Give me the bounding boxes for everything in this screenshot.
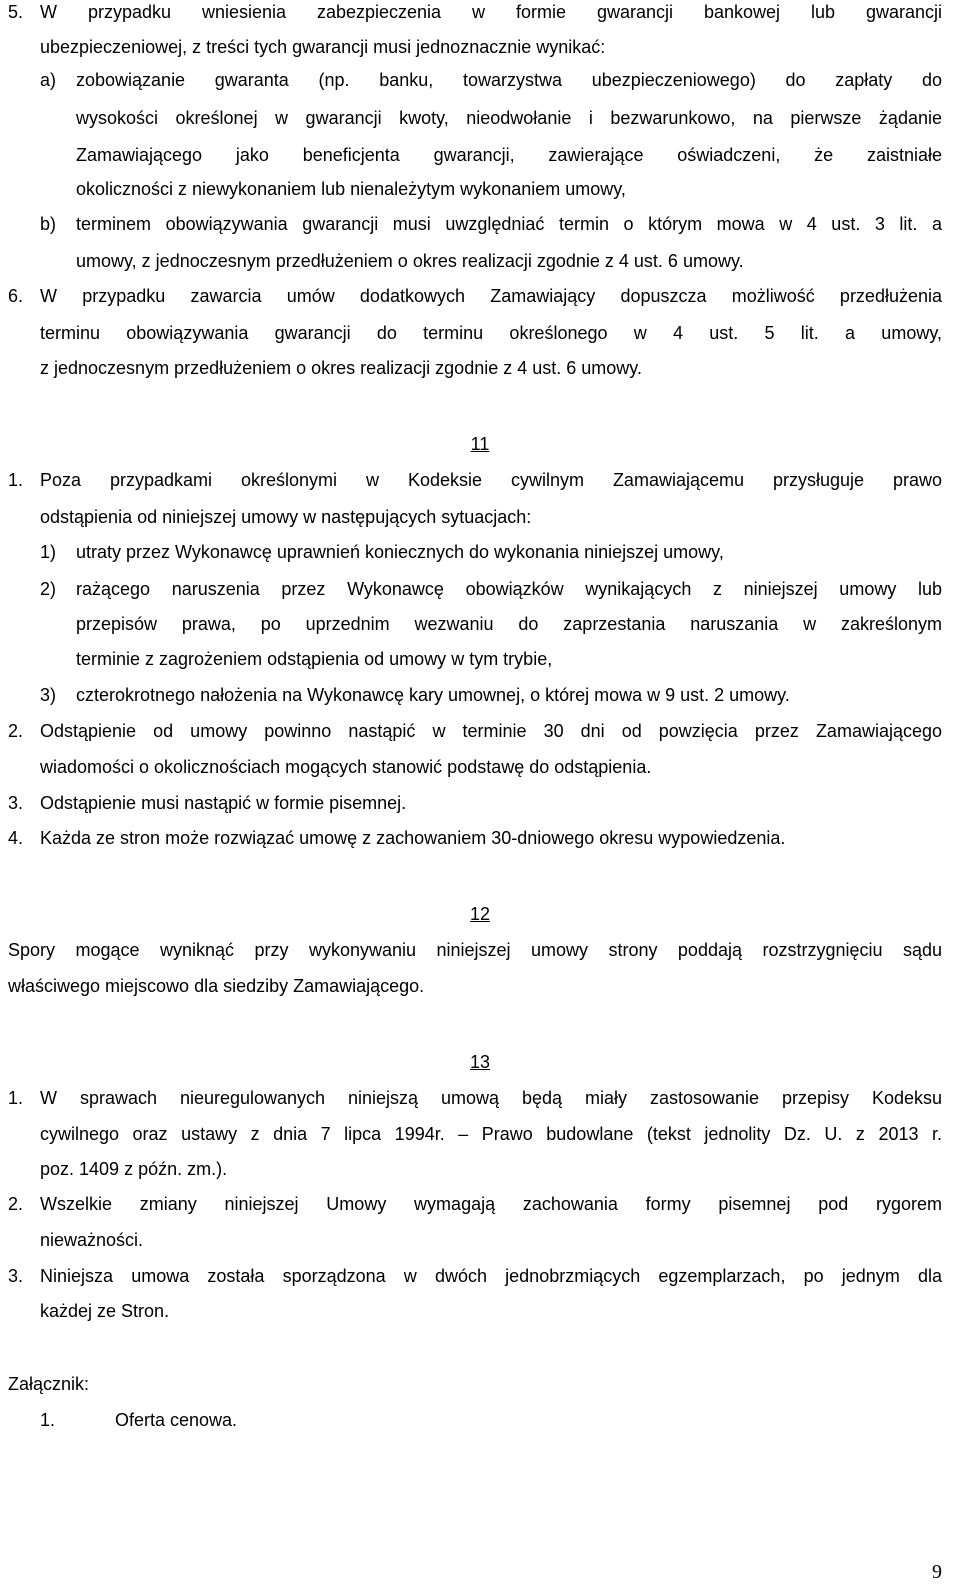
paragraph-number: 2. — [8, 721, 24, 741]
list-item-line: rażącego naruszenia przez Wykonawcę obowiązków wynikających z niniejszej umowy lub — [76, 579, 942, 599]
paragraph-line: W przypadku zawarcia umów dodatkowych Zamawiający dopuszcza możliwość przedłużenia — [40, 286, 942, 306]
paragraph-line: okoliczności z niewykonaniem lub nienależytym wykonaniem umowy, — [76, 179, 626, 199]
list-item-line: czterokrotnego nałożenia na Wykonawcę kary umownej, o której mowa w 9 ust. 2 umowy. — [76, 685, 790, 705]
paragraph-number: 6. — [8, 286, 24, 306]
attachment-item: Oferta cenowa. — [115, 1410, 238, 1430]
paragraph-number: a) — [40, 70, 57, 90]
section-heading — [0, 1050, 960, 1074]
page-number: 9 — [932, 1561, 942, 1583]
paragraph-line: cywilnego oraz ustawy z dnia 7 lipca 1994r. – Prawo budowlane (tekst jednolity Dz. U. z 2013 r. — [40, 1124, 942, 1144]
attachment-item-number: 1. — [40, 1410, 56, 1430]
section-number: 11 — [470, 434, 490, 454]
paragraph-line: W sprawach nieuregulowanych niniejszą umową będą miały zastosowanie przepisy Kodeksu — [40, 1088, 942, 1108]
section-number: 12 — [469, 904, 491, 924]
list-number: 2) — [40, 579, 57, 599]
list-item-line: terminie z zagrożeniem odstąpienia od umowy w tym trybie, — [76, 649, 553, 669]
section-heading — [0, 432, 960, 456]
list-number: 1) — [40, 542, 57, 562]
paragraph-number: 5. — [8, 2, 24, 22]
paragraph-line: Odstąpienie od umowy powinno nastąpić w terminie 30 dni od powzięcia przez Zamawiającego — [40, 721, 942, 741]
attachment-label: Załącznik: — [8, 1374, 90, 1394]
paragraph-line: z jednoczesnym przedłużeniem o okres realizacji zgodnie z 4 ust. 6 umowy. — [40, 358, 642, 378]
section-heading — [0, 902, 960, 926]
paragraph-number: 4. — [8, 828, 24, 848]
paragraph-number: 1. — [8, 1088, 24, 1108]
paragraph-line: poz. 1409 z późn. zm.). — [40, 1159, 228, 1179]
paragraph-line: wysokości określonej w gwarancji kwoty, nieodwołanie i bezwarunkowo, na pierwsze żądanie — [76, 108, 942, 128]
paragraph-line: Odstąpienie musi nastąpić w formie pisemnej. — [40, 793, 407, 813]
paragraph-line: wiadomości o okolicznościach mogących stanowić podstawę do odstąpienia. — [40, 757, 652, 777]
paragraph-number: 2. — [8, 1194, 24, 1214]
paragraph-line: terminu obowiązywania gwarancji do terminu określonego w 4 ust. 5 lit. a umowy, — [40, 323, 942, 343]
paragraph-line: Każda ze stron może rozwiązać umowę z zachowaniem 30-dniowego okresu wypowiedzenia. — [40, 828, 786, 848]
paragraph-line: W przypadku wniesienia zabezpieczenia w formie gwarancji bankowej lub gwarancji — [40, 2, 942, 22]
paragraph-number: 3. — [8, 1266, 24, 1286]
section-number: 13 — [469, 1052, 491, 1072]
paragraph-line: zobowiązanie gwaranta (np. banku, towarzystwa ubezpieczeniowego) do zapłaty do — [76, 70, 942, 90]
paragraph-number: 3. — [8, 793, 24, 813]
list-number: 3) — [40, 685, 57, 705]
paragraph-line: odstąpienia od niniejszej umowy w następujących sytuacjach: — [40, 507, 532, 527]
paragraph-line: terminem obowiązywania gwarancji musi uwzględniać termin o którym mowa w 4 ust. 3 lit. a — [76, 214, 942, 234]
paragraph-line: Zamawiającego jako beneficjenta gwarancji, zawierające oświadczeni, że zaistniałe — [76, 145, 942, 165]
paragraph-line: ubezpieczeniowej, z treści tych gwarancji musi jednoznacznie wynikać: — [40, 37, 606, 57]
paragraph-line: właściwego miejscowo dla siedziby Zamawiającego. — [8, 976, 425, 996]
paragraph-line: każdej ze Stron. — [40, 1301, 170, 1321]
list-item-line: przepisów prawa, po uprzednim wezwaniu do zaprzestania naruszania w zakreślonym — [76, 614, 942, 634]
paragraph-line: nieważności. — [40, 1230, 144, 1250]
paragraph-number: b) — [40, 214, 57, 234]
list-item-line: utraty przez Wykonawcę uprawnień koniecznych do wykonania niniejszej umowy, — [76, 542, 724, 562]
paragraph-line: Niniejsza umowa została sporządzona w dwóch jednobrzmiących egzemplarzach, po jednym dla — [40, 1266, 942, 1286]
paragraph-line: Poza przypadkami określonymi w Kodeksie cywilnym Zamawiającemu przysługuje prawo — [40, 470, 942, 490]
paragraph-line: umowy, z jednoczesnym przedłużeniem o okres realizacji zgodnie z 4 ust. 6 umowy. — [76, 251, 744, 271]
paragraph-line: Wszelkie zmiany niniejszej Umowy wymagają zachowania formy pisemnej pod rygorem — [40, 1194, 942, 1214]
paragraph-line: Spory mogące wyniknąć przy wykonywaniu niniejszej umowy strony poddają rozstrzygnięciu sądu — [8, 940, 942, 960]
paragraph-number: 1. — [8, 470, 24, 490]
